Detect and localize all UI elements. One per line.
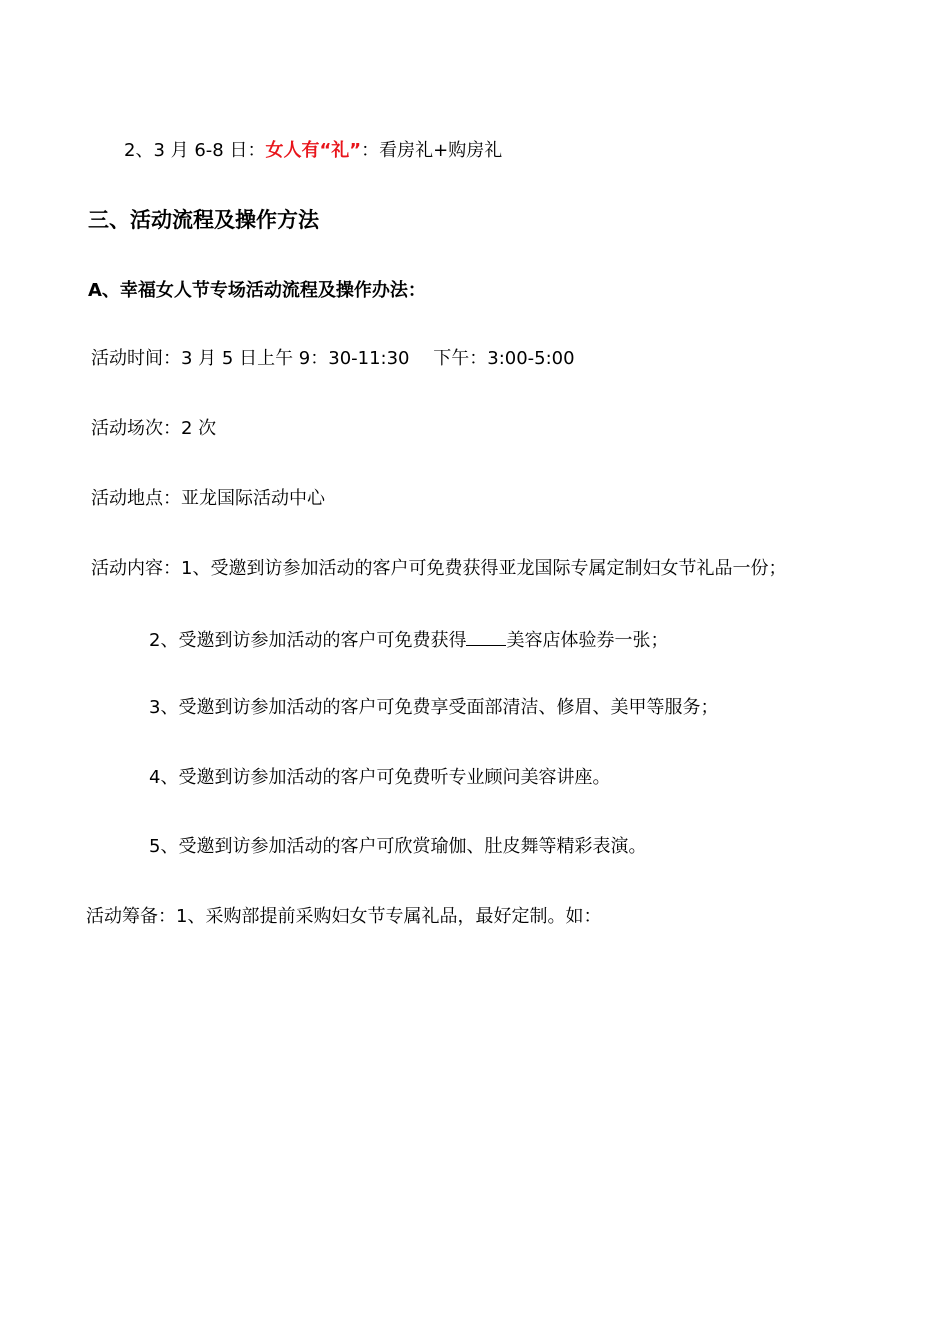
activity-content-item-1: 活动内容：1、受邀到访参加活动的客户可免费获得亚龙国际专属定制妇女节礼品一份； (91, 558, 787, 579)
gift-line-suffix: ：看房礼+购房礼 (361, 140, 503, 161)
activity-content-item-2 (149, 627, 668, 653)
activity-preparation: 活动筹备：1、采购部提前采购妇女节专属礼品，最好定制。如： (86, 906, 602, 927)
item-2-text-before: 2、受邀到访参加活动的客户可免费获得 (149, 630, 467, 651)
gift-line (124, 139, 502, 163)
item-2-text-after: 美容店体验券一张； (506, 630, 669, 651)
activity-content-item-4: 4、受邀到访参加活动的客户可免费听专业顾问美容讲座。 (149, 767, 611, 788)
activity-sessions: 活动场次：2 次 (91, 418, 217, 439)
activity-content-item-3: 3、受邀到访参加活动的客户可免费享受面部清洁、修眉、美甲等服务； (149, 697, 719, 718)
subsection-title: A、幸福女人节专场活动流程及操作办法： (88, 280, 426, 301)
activity-time: 活动时间：3 月 5 日上午 9：30-11:30 下午：3:00-5:00 (91, 348, 575, 369)
gift-line-highlight: 女人有“礼” (265, 140, 362, 161)
fill-in-blank (466, 627, 506, 646)
gift-line-prefix: 2、3 月 6-8 日： (124, 140, 266, 161)
section-title: 三、活动流程及操作方法 (88, 208, 319, 232)
activity-content-item-5: 5、受邀到访参加活动的客户可欣赏瑜伽、肚皮舞等精彩表演。 (149, 836, 647, 857)
activity-location: 活动地点：亚龙国际活动中心 (91, 488, 325, 509)
